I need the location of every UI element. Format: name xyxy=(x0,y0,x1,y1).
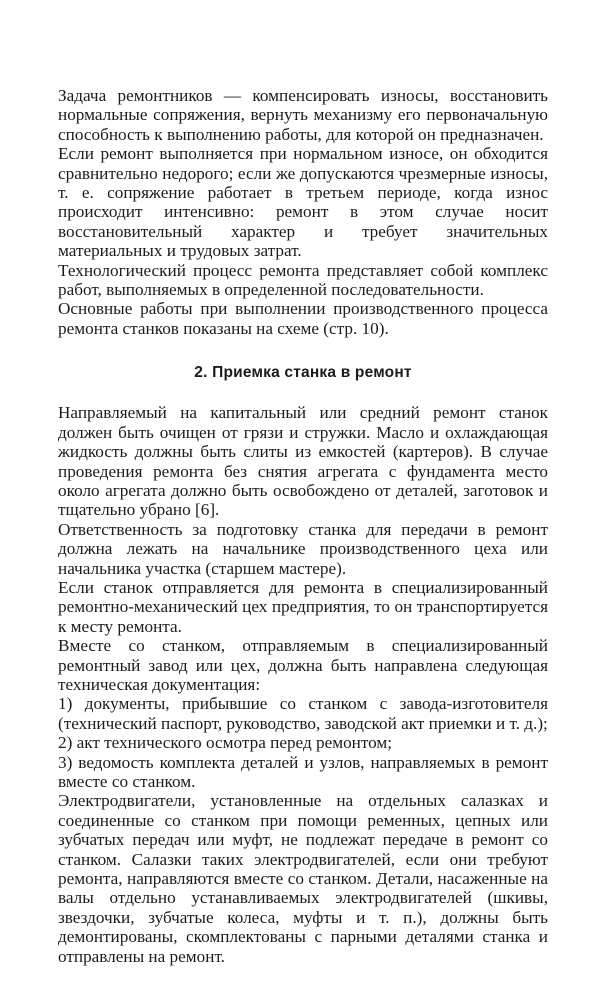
list-item-inspection-act: 2) акт технического осмотра перед ремонтом; xyxy=(58,733,393,753)
paragraph-transport: Если станок отправляется для ремонта в специализированный ремонтно-механический цех предприятия, то он транспортируется к месту ремонта. xyxy=(58,577,548,636)
list-item-parts-statement: 3) ведомость комплекта деталей и узлов, направляемых в ремонт вместе со станком. xyxy=(58,752,548,791)
book-page xyxy=(58,86,548,966)
paragraph-documentation: Вместе со станком, отправляемым в специализированный ремонтный завод или цех, должна быть направлена следующая техническая документация: xyxy=(58,636,548,694)
paragraph-machine-cleaning: Направляемый на капитальный или средний ремонт станок должен быть очищен от грязи и стружки. Масло и охлаждающая жидкость должны быть слиты из емкостей (картеров). В случае проведения ремонта без снятия агрегата с фундамента место около агрегата должно быть освобождено от деталей, заготовок и тщательно убрано [6]. xyxy=(58,403,548,520)
list-item-documents: 1) документы, прибывшие со станком с завода-изготовителя (технический паспорт, руководство, заводской акт приемки и т. д.); xyxy=(58,694,548,733)
paragraph-electric-motors: Электродвигатели, установленные на отдельных салазках и соединенные со станком при помощи ременных, цепных или зубчатых передач или муфт, не подлежат передаче в ремонт со станком. Салазки таких электродвигателей, если они требуют ремонта, направляются вместе со станком. Детали, насаженные на валы отдельно устанавливаемых электродвигателей (шкивы, звездочки, зубчатые колеса, муфты и т. п.), должны быть демонтированы, скомплектованы с парными деталями станка и отправлены на ремонт. xyxy=(58,791,548,966)
paragraph-responsibility: Ответственность за подготовку станка для передачи в ремонт должна лежать на начальнике производственного цеха или начальника участка (старшем мастере). xyxy=(58,519,548,578)
section-title: 2. Приемка станка в ремонт xyxy=(194,364,412,382)
paragraph-main-works: Основные работы при выполнении производственного процесса ремонта станков показаны на схеме (стр. 10). xyxy=(58,299,548,338)
paragraph-normal-wear: Если ремонт выполняется при нормальном износе, он обходится сравнительно недорого; если же допускаются чрезмерные износы, т. е. сопряжение работает в третьем периоде, когда износ происходит интенсивно: ремонт в этом случае носит восстановительный характер и требует значительных материальных и трудовых затрат. xyxy=(58,144,548,261)
paragraph-repair-task: Задача ремонтников — компенсировать износы, восстановить нормальные сопряжения, вернуть механизму его первоначальную способность к выполнению работы, для которой он предназначен. xyxy=(58,86,548,144)
paragraph-tech-process: Технологический процесс ремонта представляет собой комплекс работ, выполняемых в определенной последовательности. xyxy=(58,260,548,300)
